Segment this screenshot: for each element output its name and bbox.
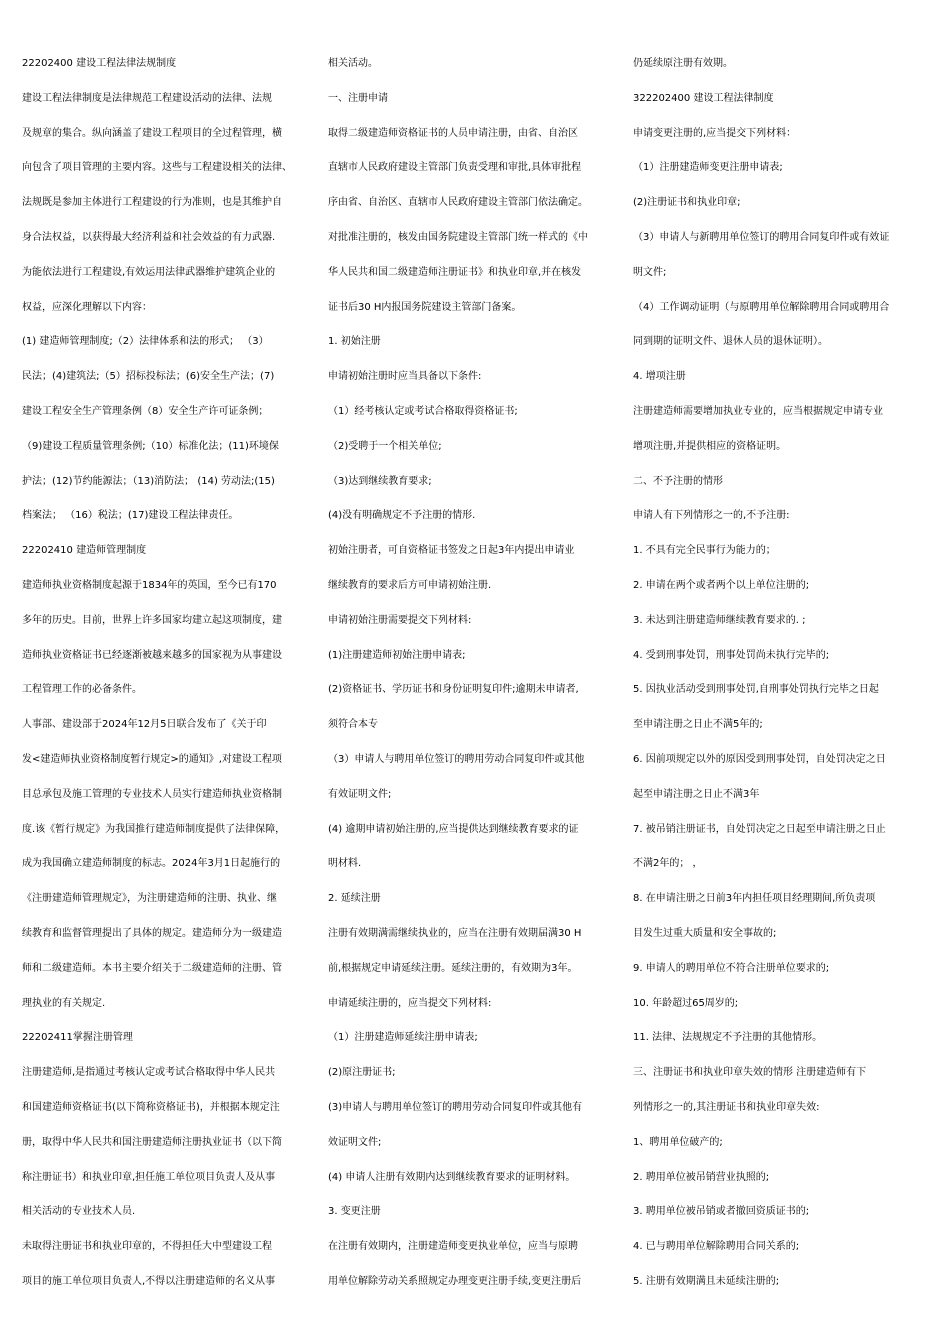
- text-line: 为能依法进行工程建设,有效运用法律武器维护建筑企业的: [22, 266, 276, 278]
- text-line: 注册有效期满需继续执业的，应当在注册有效期届满30 H: [328, 927, 582, 939]
- text-line: (2)原注册证书;: [328, 1067, 396, 1079]
- text-column-left: [22, 52, 300, 1305]
- text-line: （3）申请人与聘用单位签订的聘用劳动合同复印件或其他: [328, 753, 585, 765]
- text-line: (4) 申请人注册有效期内达到继续教育要求的证明材料。: [328, 1171, 576, 1183]
- text-line: 4. 受到刑事处罚，刑事处罚尚未执行完毕的;: [633, 649, 830, 661]
- text-line: 序由省、自治区、直辖市人民政府建设主管部门依法确定。: [328, 197, 588, 209]
- text-line: 明材料.: [328, 858, 362, 870]
- text-line: 目发生过重大质量和安全事故的;: [633, 927, 777, 939]
- text-line: 322202400 建设工程法律制度: [633, 92, 774, 104]
- text-line: 在注册有效期内，注册建造师变更执业单位，应当与原聘: [328, 1241, 578, 1253]
- text-line: 2. 申请在两个或者两个以上单位注册的;: [633, 579, 810, 591]
- text-line: 22202411掌握注册管理: [22, 1032, 133, 1044]
- text-line: 档案法； （16）税法；(17)建设工程法律责任。: [22, 510, 239, 522]
- text-line: (1) 建造师管理制度;（2）法律体系和法的形式； （3）: [22, 336, 269, 348]
- text-line: 造师执业资格证书已经逐渐被越来越多的国家视为从事建设: [22, 649, 282, 661]
- text-line: 22202400 建设工程法律法规制度: [22, 58, 177, 69]
- text-line: 注册建造师需要增加执业专业的，应当根据规定申请专业: [633, 405, 883, 417]
- text-line: 须符合本专: [328, 719, 378, 731]
- text-line: （2)受聘于一个相关单位;: [328, 440, 442, 452]
- text-line: 理执业的有关规定.: [22, 997, 106, 1009]
- text-line: 二、不予注册的情形: [633, 475, 723, 487]
- text-line: 10. 年龄超过65周岁的;: [633, 997, 739, 1009]
- text-line: 起至申请注册之日止不满3年: [633, 788, 760, 800]
- text-line: （1）注册建造师延续注册申请表;: [328, 1032, 478, 1044]
- text-line: 成为我国确立建造师制度的标志。2024年3月1日起施行的: [22, 858, 281, 870]
- text-line: 效证明文件;: [328, 1136, 382, 1148]
- text-line: 列情形之一的,其注册证书和执业印章失效:: [633, 1101, 820, 1113]
- text-line: 3. 聘用单位被吊销或者撤回资质证书的;: [633, 1206, 810, 1218]
- text-line: 仍延续原注册有效期。: [633, 58, 733, 69]
- text-line: （4）工作调动证明（与原聘用单位解除聘用合同或聘用合: [633, 301, 890, 313]
- text-line: 3. 变更注册: [328, 1206, 381, 1218]
- text-line: (2)注册证书和执业印章;: [633, 197, 741, 209]
- text-line: 民法；(4)建筑法;（5）招标投标法；(6)安全生产法；(7): [22, 371, 275, 383]
- text-column-right: [633, 52, 911, 1305]
- text-line: 续教育和监督管理提出了具体的规定。建造师分为一级建造: [22, 927, 282, 939]
- text-line: 发<建造师执业资格制度暂行规定>的通知》,对建设工程项: [22, 753, 282, 765]
- text-line: 4. 已与聘用单位解除聘用合同关系的;: [633, 1241, 800, 1253]
- text-line: 申请延续注册的，应当提交下列材料:: [328, 997, 492, 1009]
- text-line: （1）注册建造师变更注册申请表;: [633, 162, 783, 174]
- text-line: 注册建造师,是指通过考核认定或考试合格取得中华人民共: [22, 1067, 276, 1079]
- text-line: 多年的历史。目前，世界上许多国家均建立起这项制度，建: [22, 614, 282, 626]
- text-line: （9)建设工程质量管理条例;（10）标准化法；(11)环境保: [22, 440, 279, 452]
- text-line: 5. 注册有效期满且未延续注册的;: [633, 1275, 780, 1287]
- text-line: 护法；(12)节约能源法；（13)消防法； (14) 劳动法;(15): [22, 475, 275, 487]
- text-line: 取得二级建造师资格证书的人员申请注册，由省、自治区: [328, 127, 578, 139]
- text-line: 三、注册证书和执业印章失效的情形 注册建造师有下: [633, 1067, 867, 1079]
- text-line: 同到期的证明文件、退休人员的退休证明）。: [633, 336, 828, 348]
- text-line: 未取得注册证书和执业印章的，不得担任大中型建设工程: [22, 1241, 272, 1253]
- text-line: 《注册建造师管理规定》，为注册建造师的注册、执业、继: [22, 893, 277, 905]
- text-line: 对批准注册的，核发由国务院建设主管部门统一样式的《中: [328, 231, 588, 243]
- text-line: 1. 不具有完全民事行为能力的；: [633, 545, 776, 557]
- text-line: 权益，应深化理解以下内容：: [22, 301, 152, 313]
- text-line: 1、聘用单位破产的;: [633, 1136, 723, 1148]
- text-line: 4. 增项注册: [633, 371, 686, 383]
- text-line: 师和二级建造师。本书主要介绍关于二级建造师的注册、管: [22, 962, 282, 974]
- text-line: 称注册证书）和执业印章,担任施工单位项目负责人及从事: [22, 1171, 276, 1183]
- text-line: 向包含了项目管理的主要内容。这些与工程建设相关的法律、: [22, 162, 292, 174]
- text-line: 3. 未达到注册建造师继续教育要求的. ;: [633, 614, 806, 626]
- text-line: 申请初始注册需要提交下列材料:: [328, 614, 472, 626]
- text-line: (1)注册建造师初始注册申请表;: [328, 649, 466, 661]
- text-column-middle: [328, 52, 606, 1305]
- text-line: 度.该《暂行规定》为我国推行建造师制度提供了法律保障，: [22, 823, 286, 835]
- text-line: 5. 因执业活动受到刑事处罚,自刑事处罚执行完毕之日起: [633, 684, 879, 696]
- text-line: 目总承包及施工管理的专业技术人员实行建造师执业资格制: [22, 788, 282, 800]
- text-line: 及规章的集合。纵向涵盖了建设工程项目的全过程管理，横: [22, 127, 282, 139]
- text-line: 22202410 建造师管理制度: [22, 545, 147, 557]
- text-line: 人事部、建设部于2024年12月5日联合发布了《关于印: [22, 719, 267, 731]
- text-line: （3)达到继续教育要求;: [328, 475, 432, 487]
- text-line: 一、注册申请: [328, 92, 388, 104]
- text-line: 初始注册者，可自资格证书签发之日起3年内提出申请业: [328, 545, 575, 557]
- text-line: 法规既是参加主体进行工程建设的行为准则，也是其维护自: [22, 197, 282, 209]
- text-line: 项目的施工单位项目负责人,不得以注册建造师的名义从事: [22, 1275, 276, 1287]
- text-line: 证书后30 H内报国务院建设主管部门备案。: [328, 301, 522, 313]
- text-line: 相关活动。: [328, 58, 378, 69]
- text-line: 2. 聘用单位被吊销营业执照的;: [633, 1171, 770, 1183]
- text-line: 和国建造师资格证书(以下简称资格证书)，并根据本规定注: [22, 1101, 280, 1113]
- text-line: 建设工程安全生产管理条例（8）安全生产许可证条例；: [22, 405, 269, 417]
- text-line: 1. 初始注册: [328, 336, 381, 348]
- text-line: (3)申请人与聘用单位签订的聘用劳动合同复印件或其他有: [328, 1101, 583, 1113]
- text-line: 建设工程法律制度是法律规范工程建设活动的法律、法规: [22, 92, 272, 104]
- text-line: 用单位解除劳动关系照规定办理变更注册手续,变更注册后: [328, 1275, 582, 1287]
- text-line: 2. 延续注册: [328, 893, 381, 905]
- text-line: 身合法权益，以获得最大经济利益和社会效益的有力武器.: [22, 231, 276, 243]
- text-line: 6. 因前项规定以外的原因受到刑事处罚，自处罚决定之日: [633, 753, 886, 765]
- text-line: 8. 在申请注册之日前3年内担任项目经理期间,所负责项: [633, 893, 876, 905]
- text-line: 明文件;: [633, 266, 667, 278]
- text-line: 直辖市人民政府建设主管部门负责受理和审批,具体审批程: [328, 162, 582, 174]
- text-line: （1）经考核认定或考试合格取得资格证书;: [328, 405, 518, 417]
- text-line: 前,根据规定申请延续注册。延续注册的，有效期为3年。: [328, 962, 578, 974]
- text-line: 相关活动的专业技术人员.: [22, 1206, 136, 1218]
- text-line: (2)资格证书、学历证书和身份证明复印件;逾期未申请者,: [328, 684, 579, 696]
- text-line: 申请人有下列情形之一的,不予注册:: [633, 510, 790, 522]
- text-line: 工程管理工作的必备条件。: [22, 684, 142, 696]
- text-line: （3）申请人与新聘用单位签订的聘用合同复印件或有效证: [633, 231, 890, 243]
- text-line: (4)没有明确规定不予注册的情形.: [328, 510, 476, 522]
- text-line: 7. 被吊销注册证书，自处罚决定之日起至申请注册之日止: [633, 823, 886, 835]
- text-line: 至申请注册之日止不满5年的;: [633, 719, 763, 731]
- text-line: 增项注册,并提供相应的资格证明。: [633, 440, 787, 452]
- text-line: 申请初始注册时应当具备以下条件:: [328, 371, 482, 383]
- text-line: 册，取得中华人民共和国注册建造师注册执业证书（以下简: [22, 1136, 282, 1148]
- text-line: 不满2年的； ，: [633, 858, 703, 870]
- text-line: 9. 申请人的聘用单位不符合注册单位要求的;: [633, 962, 830, 974]
- text-line: 华人民共和国二级建造师注册证书》和执业印章,并在核发: [328, 266, 582, 278]
- text-line: 建造师执业资格制度起源于1834年的英国，至今已有170: [22, 579, 277, 591]
- text-line: 11. 法律、法规规定不予注册的其他情形。: [633, 1032, 823, 1044]
- text-line: (4) 逾期申请初始注册的,应当提供达到继续教育要求的证: [328, 823, 579, 835]
- text-line: 申请变更注册的,应当提交下列材料：: [633, 127, 797, 139]
- text-line: 继续教育的要求后方可申请初始注册.: [328, 579, 492, 591]
- text-line: 有效证明文件;: [328, 788, 392, 800]
